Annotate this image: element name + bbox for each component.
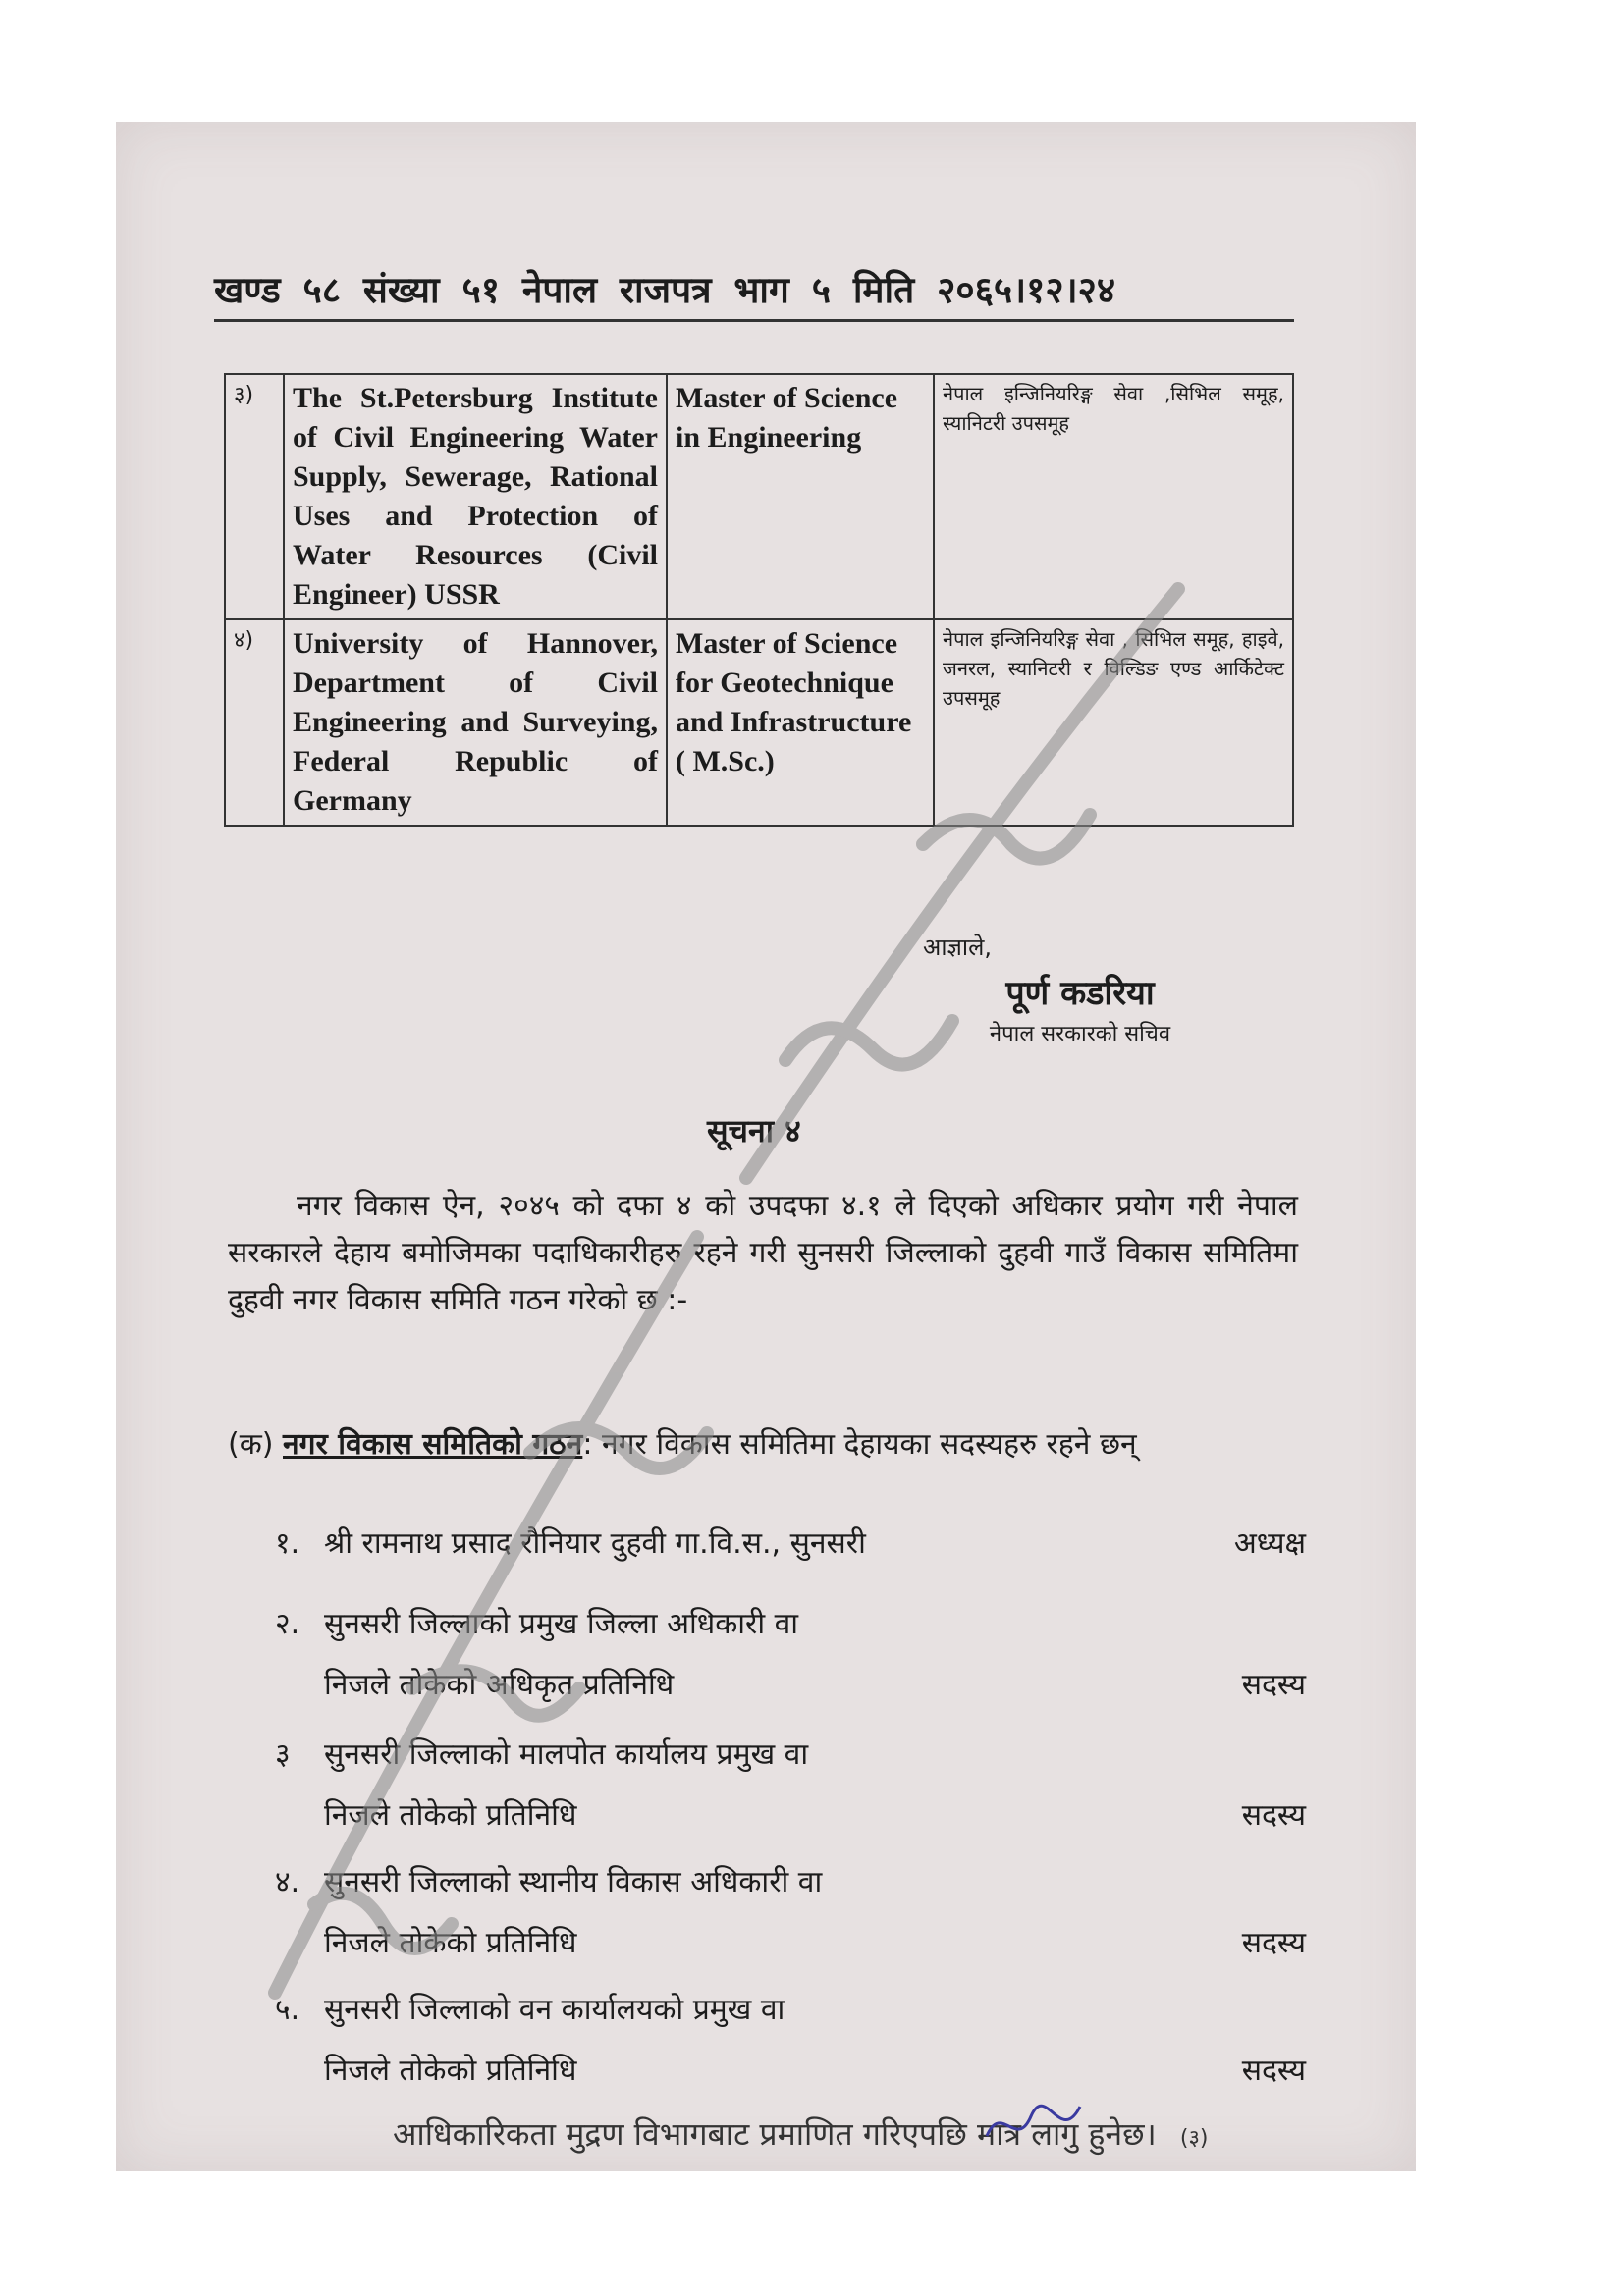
member-line: सुनसरी जिल्लाको स्थानीय विकास अधिकारी वा	[324, 1865, 823, 1899]
member-number: १.	[275, 1526, 300, 1561]
member-role: सदस्य	[1241, 1668, 1306, 1702]
member-item	[275, 1735, 1306, 1836]
member-item	[275, 1863, 1306, 1963]
member-number: २.	[275, 1607, 300, 1641]
member-line: सुनसरी जिल्लाको प्रमुख जिल्ला अधिकारी वा	[324, 1607, 799, 1641]
notice-paragraph: नगर विकास ऐन, २०४५ को दफा ४ को उपदफा ४.१ ले दिएको अधिकार प्रयोग गरी नेपाल सरकारले देहाय बमोजिमका पदाधिकारीहरु रहने गरी सुनसरी जिल्लाको दुहवी गाउँ विकास समितिमा दुहवी नगर विकास समिति गठन गरेको छ :-	[228, 1189, 1298, 1317]
section-text: : नगर विकास समितिमा देहायका सदस्यहरु रहने छन्	[582, 1427, 1137, 1462]
degree-cell: Master of Science in Engineering	[667, 374, 934, 619]
member-item	[275, 1605, 1306, 1705]
member-line: श्री रामनाथ प्रसाद रौनियार दुहवी गा.वि.स., सुनसरी	[324, 1526, 866, 1561]
member-line: सुनसरी जिल्लाको मालपोत कार्यालय प्रमुख वा	[324, 1737, 809, 1772]
signatory-title: नेपाल सरकारको सचिव	[989, 1022, 1171, 1046]
member-line: सुनसरी जिल्लाको वन कार्यालयको प्रमुख वा	[324, 1993, 785, 2027]
section-label: नगर विकास समितिको गठन	[283, 1427, 583, 1462]
institution-cell: University of Hannover, Department of Civil Engineering and Surveying, Federal Republic of Germany	[284, 619, 667, 826]
member-number: ३	[275, 1737, 291, 1772]
member-number: ५.	[275, 1993, 300, 2027]
member-continuation	[275, 1666, 1306, 1705]
order-text: आज्ञाले,	[923, 934, 993, 961]
page-marker: (३)	[1179, 2126, 1209, 2151]
member-line: निजले तोकेको अधिकृत प्रतिनिधि	[324, 1668, 675, 1702]
service-cell: नेपाल इन्जिनियरिङ्ग सेवा ,सिभिल समूह, स्यानिटरी उपसमूह	[934, 374, 1293, 619]
member-number: ४.	[275, 1865, 300, 1899]
table-row	[225, 619, 1293, 826]
section-marker: (क)	[228, 1427, 274, 1462]
member-role: सदस्य	[1241, 1926, 1306, 1960]
member-continuation	[275, 1796, 1306, 1836]
member-role: सदस्य	[1241, 1798, 1306, 1833]
qualification-table	[224, 373, 1294, 827]
member-role: सदस्य	[1241, 2054, 1306, 2088]
institution-cell: The St.Petersburg Institute of Civil Engineering Water Supply, Sewerage, Rational Uses and Protection of Water Resources (Civil Engineer) USSR	[284, 374, 667, 619]
row-number: ३)	[225, 374, 284, 619]
member-line: निजले तोकेको प्रतिनिधि	[324, 1926, 577, 1960]
service-cell: नेपाल इन्जिनियरिङ्ग सेवा , सिभिल समूह, हाइवे, जनरल, स्यानिटरी र विल्डिङ एण्ड आर्किटेक्ट उपसमूह	[934, 619, 1293, 826]
signature-block	[884, 931, 1276, 1047]
member-line: निजले तोकेको प्रतिनिधि	[324, 2054, 577, 2088]
degree-cell: Master of Science for Geotechnique and Infrastructure ( M.Sc.)	[667, 619, 934, 826]
signatory-name: पूर्ण कडरिया	[1005, 974, 1155, 1013]
section-heading	[228, 1421, 1298, 1468]
notice-title: सूचना ४	[707, 1112, 801, 1149]
member-item	[275, 1991, 1306, 2091]
table-row	[225, 374, 1293, 619]
gazette-header: खण्ड ५८ संख्या ५१ नेपाल राजपत्र भाग ५ मिति २०६५।१२।२४	[214, 263, 1294, 322]
handwritten-signature-icon	[982, 2097, 1090, 2156]
member-continuation	[275, 1924, 1306, 1963]
footer-text: आधिकारिकता मुद्रण विभागबाट प्रमाणित गरिएपछि मात्र लागु हुनेछ।	[393, 2115, 1157, 2153]
member-item	[275, 1524, 1306, 1564]
member-line: निजले तोकेको प्रतिनिधि	[324, 1798, 577, 1833]
member-role: अध्यक्ष	[1233, 1526, 1306, 1561]
row-number: ४)	[225, 619, 284, 826]
member-continuation	[275, 2052, 1306, 2091]
